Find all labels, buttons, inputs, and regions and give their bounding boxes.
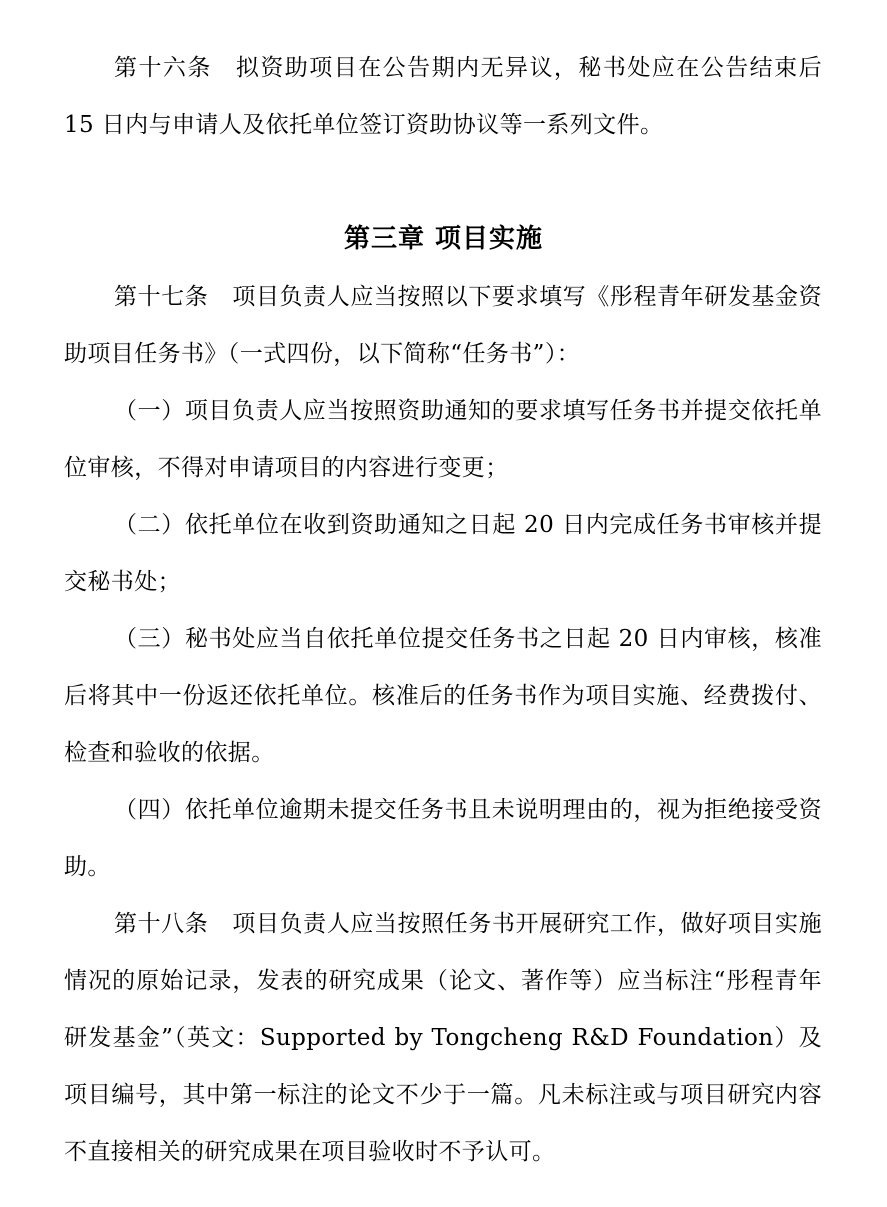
article-17-item-4: （四）依托单位逾期未提交任务书且未说明理由的，视为拒绝接受资助。 bbox=[64, 797, 822, 880]
article-18-number: 第十八条 bbox=[114, 911, 209, 937]
article-17-item-1: （一）项目负责人应当按照资助通知的要求填写任务书并提交依托单位审核，不得对申请项目的内容进行变更； bbox=[64, 398, 822, 481]
article-17-number: 第十七条 bbox=[114, 284, 209, 310]
article-17-item-2: （二）依托单位在收到资助通知之日起 20 日内完成任务书审核并提交秘书处； bbox=[64, 512, 822, 595]
article-17-item-3: （三）秘书处应当自依托单位提交任务书之日起 20 日内审核，核准后将其中一份返还依托单位。核准后的任务书作为项目实施、经费拨付、检查和验收的依据。 bbox=[64, 626, 822, 766]
chapter-title: 第三章 项目实施 bbox=[343, 224, 544, 254]
article-18-text: 项目负责人应当按照任务书开展研究工作，做好项目实施情况的原始记录，发表的研究成果（论文、著作等）应当标注“彤程青年研发基金”（英文：Supported by Tongcheng R&D Foundation）及项目编号，其中第一标注的论文不少于一篇。凡未标注或与项目研究内容不直接相关的研究成果在项目验收时不予认可。 bbox=[64, 911, 822, 1165]
article-16-number: 第十六条 bbox=[114, 55, 212, 81]
article-17-paragraph bbox=[64, 269, 822, 383]
article-18-paragraph bbox=[64, 896, 822, 1181]
article-16-paragraph bbox=[64, 40, 822, 154]
article-17-text: 项目负责人应当按照以下要求填写《彤程青年研发基金资助项目任务书》（一式四份，以下简称“任务书”）： bbox=[64, 284, 822, 367]
article-16-text: 拟资助项目在公告期内无异议，秘书处应在公告结束后 15 日内与申请人及依托单位签订资助协议等一系列文件。 bbox=[64, 55, 822, 138]
